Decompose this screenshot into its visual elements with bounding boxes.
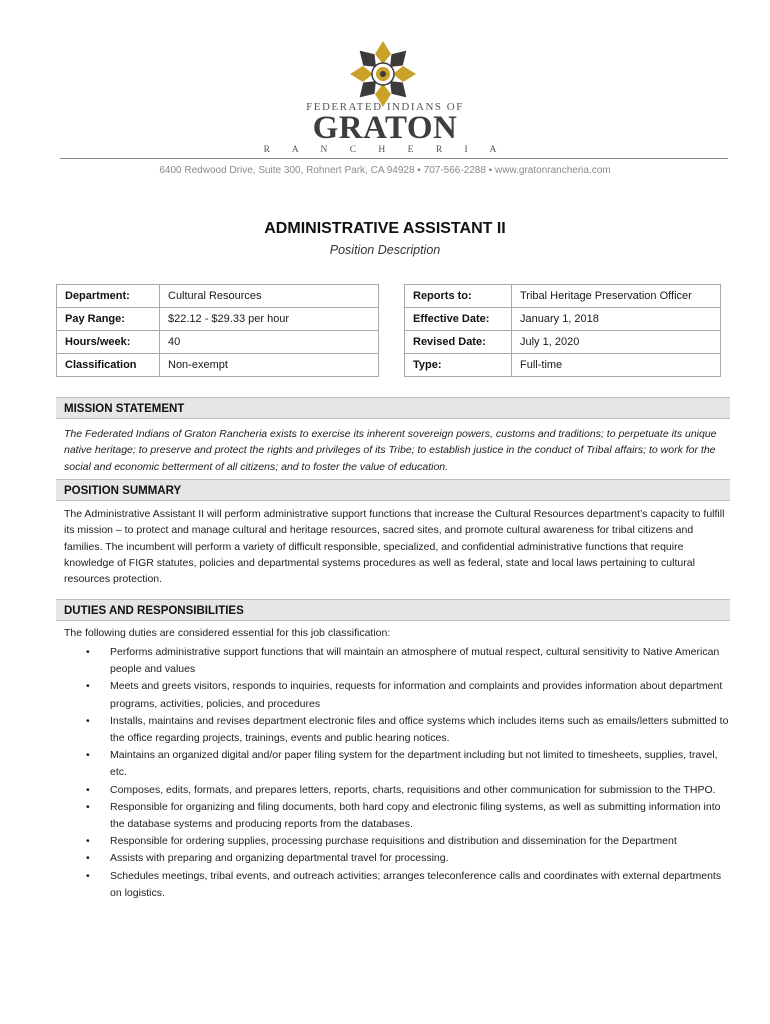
duties-list (64, 644, 734, 902)
info-label: Type: (405, 354, 512, 377)
info-label: Department: (57, 285, 160, 308)
duty-text: Composes, edits, formats, and prepares letters, reports, charts, requisitions and other communication for submission to the THPO. (110, 783, 716, 796)
info-row (57, 285, 379, 308)
info-value: Tribal Heritage Preservation Officer (512, 285, 721, 308)
info-row (405, 354, 721, 377)
list-item (64, 782, 734, 799)
mission-heading: MISSION STATEMENT (56, 397, 730, 419)
page-subtitle: Position Description (329, 243, 441, 257)
position-info-left (56, 284, 379, 377)
info-value: January 1, 2018 (512, 308, 721, 331)
duties-heading: DUTIES AND RESPONSIBILITIES (56, 599, 730, 621)
info-value: $22.12 - $29.33 per hour (160, 308, 379, 331)
org-name-main: GRATON (312, 110, 458, 146)
info-value: July 1, 2020 (512, 331, 721, 354)
header-divider (60, 158, 728, 159)
info-row (405, 285, 721, 308)
list-item (64, 644, 734, 678)
duty-text: Performs administrative support functions that will maintain an atmosphere of mutual respect, cultural sensitivity to Native American people and values (110, 646, 720, 676)
bullet-icon: • (86, 852, 90, 865)
summary-heading: POSITION SUMMARY (56, 479, 730, 501)
list-item (64, 747, 734, 781)
info-label: Classification (57, 354, 160, 377)
info-value: Full-time (512, 354, 721, 377)
bullet-icon: • (86, 714, 90, 727)
bullet-icon: • (86, 869, 90, 882)
list-item (64, 850, 734, 867)
bullet-icon: • (86, 646, 90, 658)
summary-text: The Administrative Assistant II will perform administrative support functions that increase the Cultural Resources department’s capacity to fulfill its mission – to protect and manage cultural and heritage resources, sacred sites, and promote cultural awareness for tribal citizens and families. The incumbent will perform a variety of difficult responsible, specialized, and confidential administrative functions that require knowledge of FIGR statutes, policies and departmental systems procedures as well as federal, state and local laws pertaining to cultural resources protection. (64, 508, 725, 586)
info-label: Reports to: (405, 285, 512, 308)
bullet-icon: • (86, 800, 90, 813)
list-item (64, 799, 734, 833)
flower-emblem-icon (349, 40, 417, 108)
duty-text: Responsible for organizing and filing documents, both hard copy and electronic filing systems, as well as submitting information into the database systems and producing reports from the databases. (110, 800, 721, 831)
bullet-icon: • (86, 680, 90, 693)
page-title: ADMINISTRATIVE ASSISTANT II (264, 220, 506, 237)
duty-text: Maintains an organized digital and/or paper filing system for the department including but not limited to timesheets, supplies, travel, etc. (110, 749, 718, 779)
info-row (57, 331, 379, 354)
info-row (405, 308, 721, 331)
list-item (64, 833, 734, 850)
info-row (57, 308, 379, 331)
bullet-icon: • (86, 783, 90, 796)
position-info-right (404, 284, 721, 377)
org-name-top: FEDERATED INDIANS OF (306, 101, 464, 113)
org-address: 6400 Redwood Drive, Suite 300, Rohnert Park, CA 94928 ▪ 707-566-2288 ▪ www.gratonrancheria.com (159, 165, 611, 176)
info-label: Effective Date: (405, 308, 512, 331)
info-value: 40 (160, 331, 379, 354)
bullet-icon: • (86, 749, 90, 762)
duty-text: Schedules meetings, tribal events, and outreach activities; arranges teleconference calls and coordinates with external departments on logistics. (110, 869, 722, 899)
duty-text: Meets and greets visitors, responds to inquiries, requests for information and complaints and provides information about department programs, activities, policies, and procedures (110, 680, 723, 710)
info-row (57, 354, 379, 377)
duty-text: Responsible for ordering supplies, processing purchase requisitions and distribution and dissemination for the Department (110, 835, 677, 848)
info-value: Cultural Resources (160, 285, 379, 308)
mission-text: The Federated Indians of Graton Rancheria exists to exercise its inherent sovereign powers, customs and traditions; to perpetuate its unique native heritage; to preserve and protect the rights and privileges of its Tribe; to establish justice in the conduct of Tribal affairs; to work for the social and economic betterment of all citizens; and to foster the value of education. (64, 428, 717, 473)
list-item (64, 713, 734, 747)
info-label: Hours/week: (57, 331, 160, 354)
org-name-sub: R A N C H E R I A (263, 145, 507, 155)
duty-text: Assists with preparing and organizing departmental travel for processing. (110, 852, 449, 865)
duty-text: Installs, maintains and revises department electronic files and office systems which includes items such as emails/letters submitted to the office regarding projects, trainings, events and public hearing notices. (110, 714, 729, 745)
bullet-icon: • (86, 835, 90, 848)
info-label: Revised Date: (405, 331, 512, 354)
list-item (64, 678, 734, 712)
info-label: Pay Range: (57, 308, 160, 331)
info-row (405, 331, 721, 354)
info-value: Non-exempt (160, 354, 379, 377)
list-item (64, 868, 734, 902)
duties-intro: The following duties are considered essential for this job classification: (64, 627, 391, 639)
